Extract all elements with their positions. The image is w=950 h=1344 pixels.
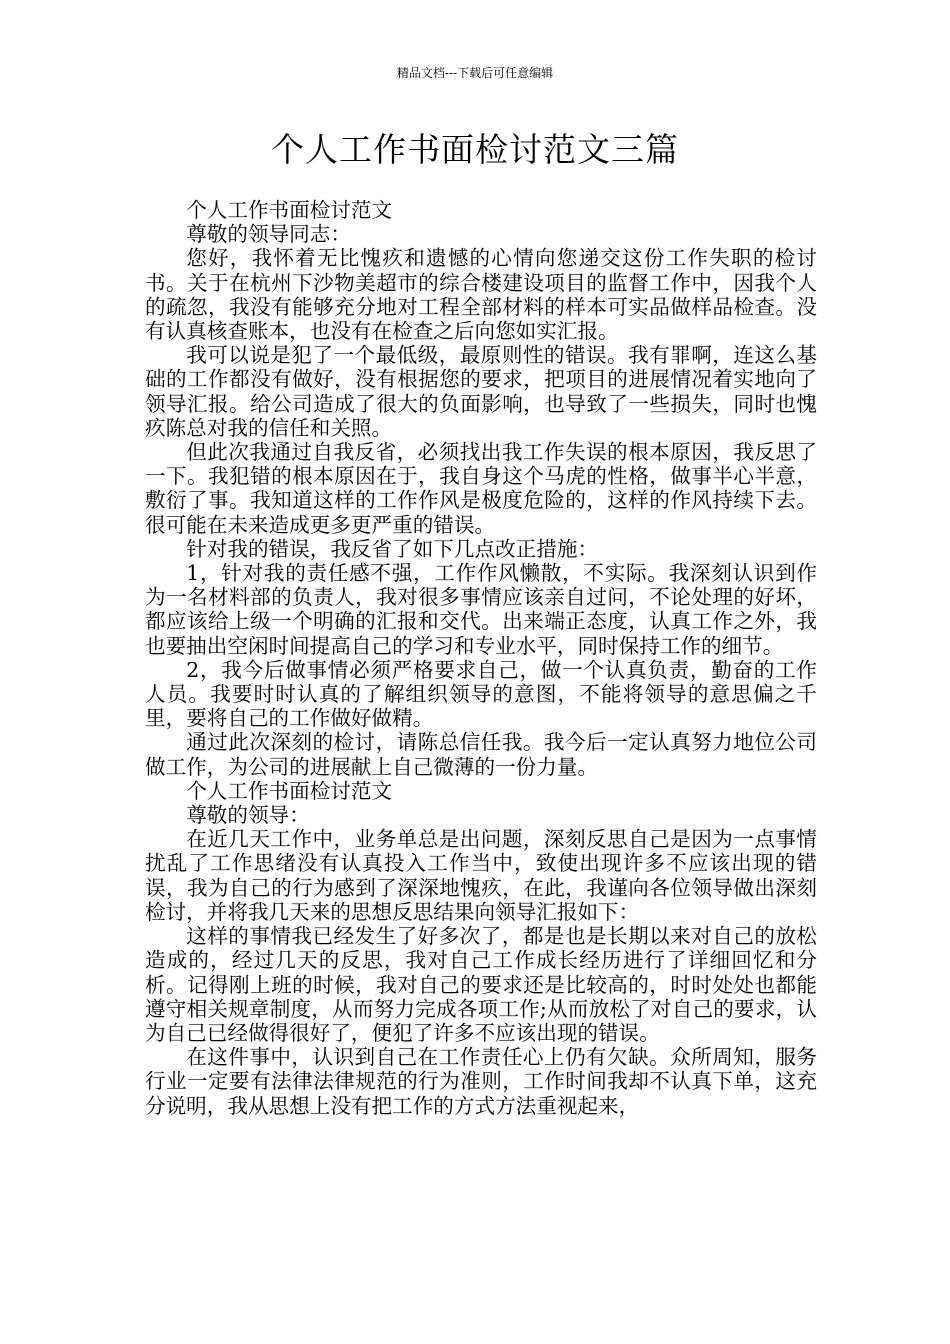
paragraph: 尊敬的领导： bbox=[186, 803, 310, 828]
page-header: 精品文档---下载后可任意编辑 bbox=[396, 66, 554, 80]
paragraph: 1，针对我的责任感不强，工作作风懒散，不实际。我深刻认识到作为一名材料部的负责人，我对很多事情应该亲自过问，不论处理的好坏，都应该给上级一个明确的汇报和交代。出来端正态度，认真工作之外，我也要抽出空闲时间提高自己的学习和专业水平，同时保持工作的细节。 bbox=[145, 561, 817, 658]
paragraph: 我可以说是犯了一个最低级，最原则性的错误。我有罪啊，连这么基础的工作都没有做好，没有根据您的要求，把项目的进展情况着实地向了领导汇报。给公司造成了很大的负面影响，也导致了一些损失，同时也愧疚陈总对我的信任和关照。 bbox=[145, 343, 817, 440]
paragraph: 在这件事中，认识到自己在工作责任心上仍有欠缺。众所周知，服务行业一定要有法律法律规范的行为准则，工作时间我却不认真下单，这充分说明，我从思想上没有把工作的方式方法重视起来， bbox=[145, 1045, 817, 1118]
document-title: 个人工作书面检讨范文三篇 bbox=[271, 130, 679, 169]
paragraph: 个人工作书面检讨范文 bbox=[186, 778, 393, 803]
paragraph: 2，我今后做事情必须严格要求自己，做一个认真负责，勤奋的工作人员。我要时时认真的了解组织领导的意图，不能将领导的意思偏之千里，要将自己的工作做好做精。 bbox=[145, 657, 817, 731]
paragraph: 尊敬的领导同志： bbox=[186, 222, 351, 247]
paragraph: 针对我的错误，我反省了如下几点改正措施： bbox=[186, 536, 599, 561]
paragraph: 在近几天工作中，业务单总是出问题，深刻反思自己是因为一点事情扰乱了工作思绪没有认真投入工作当中，致使出现许多不应该出现的错误，我为自己的行为感到了深深地愧疚，在此，我谨向各位领导做出深刻检讨，并将我几天来的思想反思结果向领导汇报如下： bbox=[145, 827, 817, 924]
paragraph: 您好，我怀着无比愧疚和遗憾的心情向您递交这份工作失职的检讨书。关于在杭州下沙物美超市的综合楼建设项目的监督工作中，因我个人的疏忽，我没有能够充分地对工程全部材料的样本可实品做样品检查。没有认真核查账本，也没有在检查之后向您如实汇报。 bbox=[145, 246, 817, 344]
paragraph: 个人工作书面检讨范文 bbox=[186, 198, 393, 222]
paragraph: 这样的事情我已经发生了好多次了，都是也是长期以来对自己的放松造成的，经过几天的反思，我对自己工作成长经历进行了详细回忆和分析。记得刚上班的时候，我对自己的要求还是比较高的，时时处处也都能遵守相关规章制度，从而努力完成各项工作;从而放松了对自己的要求，认为自己已经做得很好了，便犯了许多不应该出现的错误。 bbox=[145, 924, 817, 1045]
paragraph: 通过此次深刻的检讨，请陈总信任我。我今后一定认真努力地位公司做工作，为公司的进展献上自己微薄的一份力量。 bbox=[145, 730, 817, 779]
document-body bbox=[145, 198, 817, 1118]
paragraph: 但此次我通过自我反省，必须找出我工作失误的根本原因，我反思了一下。我犯错的根本原因在于，我自身这个马虎的性格，做事半心半意，敷衍了事。我知道这样的工作作风是极度危险的，这样的作风持续下去。很可能在未来造成更多更严重的错误。 bbox=[145, 440, 817, 537]
